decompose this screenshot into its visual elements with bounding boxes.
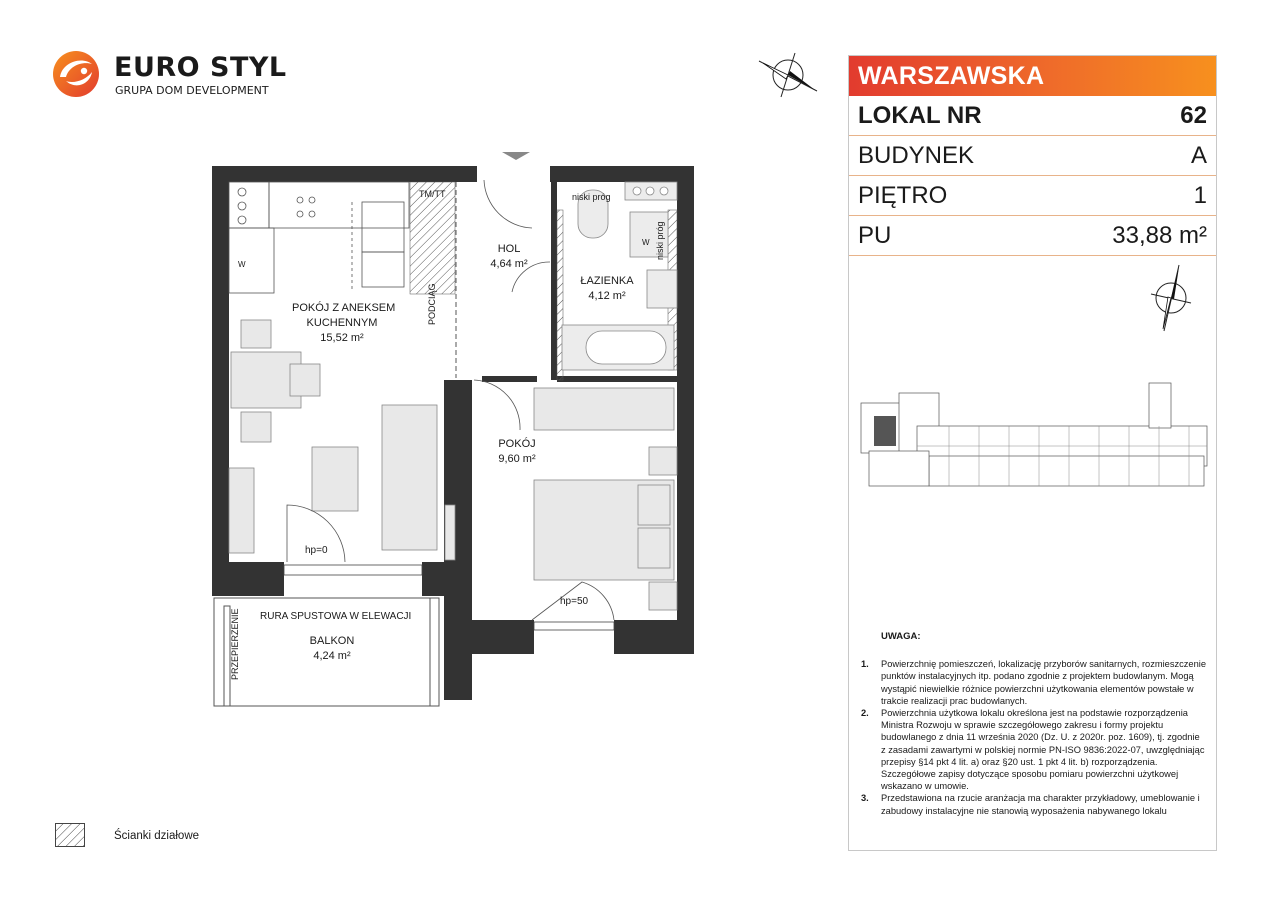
row-label: PU	[858, 221, 892, 249]
label-podciag: PODCIĄG	[427, 283, 437, 325]
label-niski-prog-1: niski próg	[572, 192, 611, 202]
row-value: 62	[1180, 101, 1207, 129]
row-value: A	[1190, 141, 1207, 169]
note-item	[861, 707, 1206, 792]
room-bathroom-name: ŁAZIENKA	[580, 275, 634, 287]
note-text: Przedstawiona na rzucie aranżacja ma charakter przykładowy, umeblowanie i zabudowy instalacyjne nie stanowią wyposażenia nabywanego lokalu	[881, 793, 1200, 816]
note-number: 2.	[861, 708, 869, 719]
row-building	[849, 136, 1216, 176]
legend	[55, 823, 305, 853]
room-living-area: 15,52 m²	[320, 332, 364, 344]
label-w-kitchen: W	[238, 260, 246, 269]
hatch-swatch-icon	[55, 823, 85, 847]
floor-plan-drawing	[212, 150, 702, 710]
row-label: PIĘTRO	[858, 181, 948, 209]
floor-plan	[212, 150, 702, 710]
legend-label: Ścianki działowe	[114, 830, 200, 842]
label-w-bathroom: W	[642, 238, 650, 247]
room-hall-area: 4,64 m²	[490, 258, 528, 270]
room-balcony-area: 4,24 m²	[313, 650, 351, 662]
label-rura-spustowa: RURA SPUSTOWA W ELEWACJI	[260, 611, 412, 622]
note-text: Powierzchnia użytkowa lokalu określona jest na podstawie rozporządzenia Ministra Rozwoju w sprawie szczegółowego zakresu i formy projektu budowlanego z dnia 11 września 2020 (Dz. U. z 2020r. poz. 1609), tj. zgodnie z zasadami zawartymi w polskiej normie PN-ISO 9836:2022-07, uwzględniając przepisy §14 pkt 4 lit. a) oraz §20 ust. 1 pkt 4 lit. b) rozporządzenia. Szczegółowe zapisy dotyczące sposobu pomiaru powierzchni użytkowej wskazano w umowie.	[881, 708, 1205, 792]
room-living-name: POKÓJ Z ANEKSEM	[292, 302, 396, 314]
brand-subtitle: GRUPA DOM DEVELOPMENT	[115, 84, 269, 97]
brand-name: EURO STYL	[114, 52, 287, 83]
notes-section	[861, 631, 1206, 817]
building-site-plan	[859, 381, 1209, 496]
label-hp50: hp=50	[560, 596, 589, 607]
room-balcony-name: BALKON	[309, 635, 355, 647]
label-tm-tt: TM/TT	[419, 189, 446, 199]
row-floor	[849, 176, 1216, 216]
room-bedroom-area: 9,60 m²	[498, 453, 536, 465]
row-label: LOKAL NR	[858, 101, 982, 129]
brand-mark-icon	[52, 50, 100, 98]
note-text: Powierzchnię pomieszczeń, lokalizację przyborów sanitarnych, rozmieszczenie punktów instalacyjnych itp. podano zgodnie z projektem budowlanym. Mogą wystąpić niewielkie różnice powierzchni użytkowania elementów powstałe w trakcie realizacji prac budowlanych.	[881, 659, 1207, 706]
room-bedroom-name: POKÓJ	[498, 438, 536, 450]
north-arrow-icon	[1149, 263, 1194, 333]
row-label: BUDYNEK	[858, 141, 975, 169]
label-hp0: hp=0	[305, 545, 328, 556]
north-arrow-icon	[755, 47, 820, 102]
row-unit-number	[849, 96, 1216, 136]
room-hall-name: HOL	[497, 243, 521, 255]
note-item	[861, 792, 1206, 816]
brand-logo	[52, 50, 292, 102]
note-number: 1.	[861, 659, 869, 670]
note-number: 3.	[861, 793, 869, 804]
room-living-name2: KUCHENNYM	[306, 317, 378, 329]
row-value: 33,88 m²	[1112, 221, 1207, 249]
row-usable-area	[849, 216, 1216, 256]
label-przepierzenie: PRZEPIERZENIE	[230, 608, 240, 680]
investment-name: WARSZAWSKA	[849, 56, 1216, 96]
label-niski-prog-2: niski próg	[655, 221, 665, 260]
notes-title: UWAGA:	[881, 631, 921, 642]
unit-info-card	[848, 55, 1217, 851]
note-item	[861, 658, 1206, 707]
room-bathroom-area: 4,12 m²	[588, 290, 626, 302]
row-value: 1	[1193, 181, 1207, 209]
